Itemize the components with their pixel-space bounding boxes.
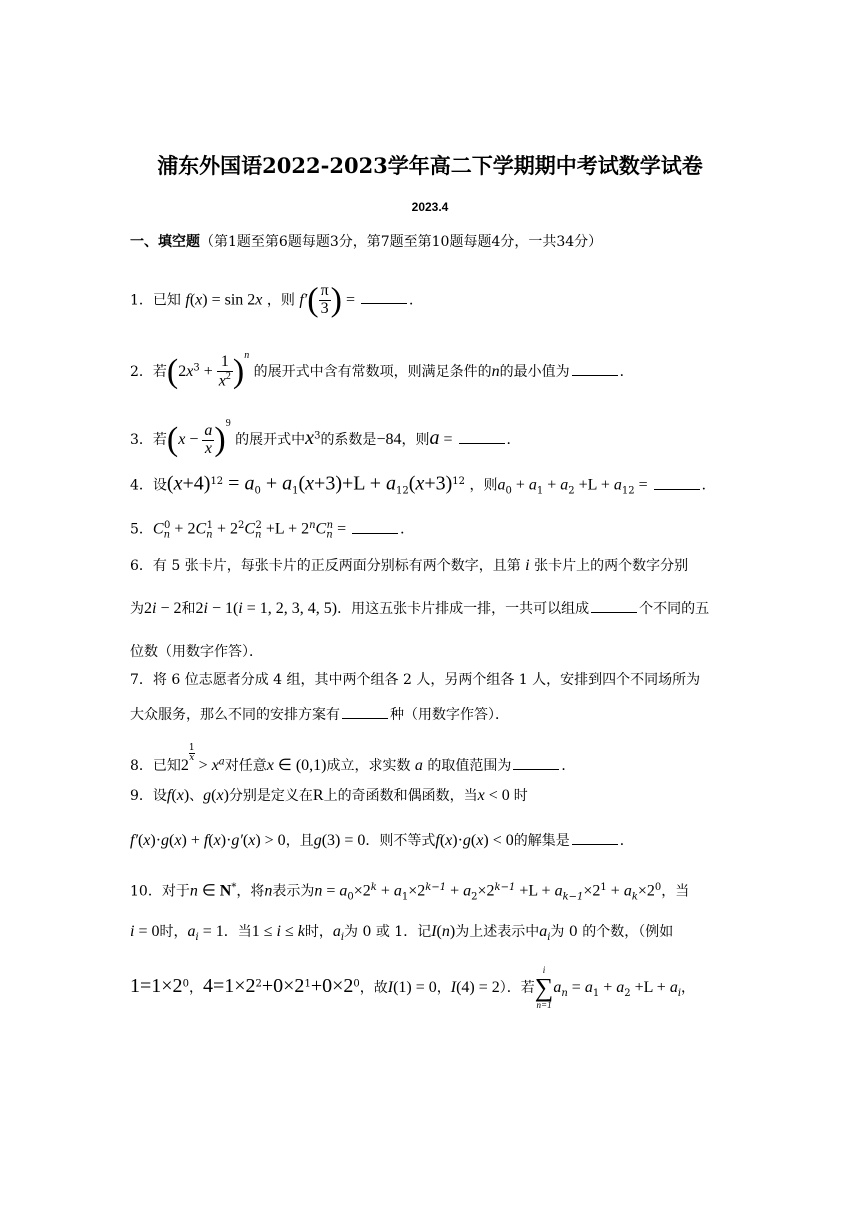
section-note: （第1题至第6题每题3分，第7题至第10题每题4分，一共34分） xyxy=(200,234,603,250)
summation-symbol: i ∑ n=1 xyxy=(534,965,554,1010)
q1-text: ，则 xyxy=(266,292,295,309)
q2-text2: 的最小值为 xyxy=(499,364,570,380)
q5-label: 5． xyxy=(130,521,153,538)
q1-formula-b: f′ xyxy=(299,291,308,309)
question-4: 4．设$(x+4)^{12} = a_0 + a_1(x+3)+L + a_{12}(x+3)^{12}$ ，则$a_0 + a_1 + a_2 +L + a_{12}$ = ． xyxy=(130,472,716,497)
page-title: 浦东外国语2022-2023学年高二下学期期中考试数学试卷 xyxy=(157,153,703,178)
section-title: 一、填空题 xyxy=(130,234,200,250)
question-6-line-1 xyxy=(130,556,688,576)
section-heading xyxy=(130,232,602,252)
q10-text-2d: 为 0 或 1．记 xyxy=(344,924,432,940)
q10-text-3a: ，故 xyxy=(359,980,388,996)
q6-text-1: 6．有 5 张卡片，每张卡片的正反两面分别标有两个数字，且第 xyxy=(130,558,521,574)
q6-text-2a: 为 xyxy=(130,601,144,617)
q10-text-2f: 为 0 的个数，（例如 xyxy=(550,924,674,940)
question-1: 1．已知 f(x) = sin 2x ，则 f′( $\frac{\pi}{3}$ ) = ． xyxy=(130,281,424,319)
q8-text3: 的取值范围为 xyxy=(427,758,512,774)
q3-text: 的展开式中 xyxy=(235,432,306,448)
q6-text-2b: 和 xyxy=(181,601,196,617)
q1-formula-a: f xyxy=(185,291,190,309)
q6-answer-blank[interactable] xyxy=(591,598,637,613)
q6-text-1b: 张卡片上的两个数字分别 xyxy=(534,558,689,574)
q4-text: ，则 xyxy=(469,477,498,494)
q3-coefficient: −84 xyxy=(376,431,402,448)
q9-text-2c: 的解集是 xyxy=(513,833,570,849)
q6-text-2c: ．用这五张卡片排成一排，一共可以组成 xyxy=(337,601,590,617)
question-2: 2．若($2x^3$ + $\frac{1}{x^2}$ )$^n$ 的展开式中含有常数项，则满足条件的n的最小值为 ． xyxy=(130,350,634,390)
q10-text-2c: 时， xyxy=(304,924,333,940)
q10-text-1d: ，当 xyxy=(661,883,690,900)
q9-real-set: R xyxy=(312,787,324,804)
q9-answer-blank[interactable] xyxy=(572,830,618,845)
q9-text-2a: ，且 xyxy=(285,833,314,849)
question-10-line-1: 10．对于n ∈ N*，将n表示为$n = a_0\times 2^k + a_1\times 2^{k-1} + a_2\times 2^{k-1} +L + a_{k-1}\times 2^1 + a_k\times 2^0$，当 xyxy=(130,882,690,903)
q7-text-1: 7．将 6 位志愿者分成 4 组，其中两个组各 2 人，另两个组各 1 人，安排到四个不同场所为 xyxy=(130,672,701,688)
q8-answer-blank[interactable] xyxy=(513,755,559,770)
q10-text-2e: 为上述表示中 xyxy=(455,924,540,940)
q8-text: 对任意 xyxy=(224,758,267,774)
q8-text2: 成立，求实数 xyxy=(326,758,411,774)
q6-i: i xyxy=(525,557,530,574)
q2-label: 2．若 xyxy=(130,364,167,380)
q3-label: 3．若 xyxy=(130,432,167,448)
q2-n: n xyxy=(491,363,500,380)
question-6-line-2: 为2i − 2和2i − 1(i = 1, 2, 3, 4, 5)．用这五张卡片排成一排，一共可以组成 个不同的五 xyxy=(130,600,710,617)
exam-date: 2023.4 xyxy=(411,200,449,214)
q9-text-1d: 时 xyxy=(513,788,528,804)
q9-separator: 、 xyxy=(189,788,204,804)
q3-fraction: $\frac{a}{x}$ xyxy=(204,421,213,457)
q10-text-3c: ）．若 xyxy=(499,980,535,996)
q10-text-1a: 10．对于 xyxy=(130,883,190,900)
q2-text: 的展开式中含有常数项，则满足条件的 xyxy=(253,364,492,380)
q9-text-1a: 9．设 xyxy=(130,788,167,804)
q5-end: ． xyxy=(400,521,415,538)
q9-end: ． xyxy=(619,833,634,849)
q3-text3: ，则 xyxy=(401,432,430,448)
question-7-line-1 xyxy=(130,670,700,690)
question-5: 5．$C_n^0 + 2C_n^1 + 2^2C_n^2 +L + 2^nC_n^n$ = ． xyxy=(130,520,415,541)
question-7-line-2 xyxy=(130,704,509,725)
q1-label: 1．已知 xyxy=(130,292,181,309)
q9-text-2b: ．则不等式 xyxy=(365,833,436,849)
question-3: 3．若(x − $\frac{a}{x}$ )$^9$ 的展开式中$x^3$的系数是−84，则a = ． xyxy=(130,418,521,458)
q7-text-2b: 种（用数字作答）． xyxy=(390,707,509,723)
q1-answer-blank[interactable] xyxy=(361,289,407,304)
q1-fraction: $\frac{\pi}{3}$ xyxy=(320,282,329,317)
q4-answer-blank[interactable] xyxy=(654,475,700,490)
question-6-line-3 xyxy=(130,642,263,662)
q8-end: ． xyxy=(561,758,576,774)
q1-end: ． xyxy=(409,292,424,309)
q3-end: ． xyxy=(506,432,521,448)
q10-text-2b: ．当 xyxy=(223,924,252,940)
q2-fraction: $\frac{1}{x^2}$ xyxy=(218,353,231,390)
q9-text-1b: 分别是定义在 xyxy=(228,788,313,804)
question-9-line-2: f′(x)·g(x) + f(x)·g′(x) > 0，且g(3) = 0．则不等式f(x)·g(x) < 0的解集是 ． xyxy=(130,832,634,849)
q3-text2: 的系数是 xyxy=(320,432,377,448)
q3-a: a xyxy=(429,427,440,449)
question-10-line-3: $1=1\times 2^0$，$4=1\times 2^2+0\times 2^1+0\times 2^0$，故I(1) = 0，I(4) = 2）．若 i ∑ n=1 $a_n = a_1 + a_2 +L + a_i$， xyxy=(130,965,696,1010)
question-9-line-1: 9．设f(x)、g(x)分别是定义在R上的奇函数和偶函数，当x < 0 时 xyxy=(130,787,528,804)
q10-n: n xyxy=(264,882,273,900)
q9-text-1c: 上的奇函数和偶函数，当 xyxy=(323,788,478,804)
q2-end: ． xyxy=(619,364,634,380)
q7-answer-blank[interactable] xyxy=(342,704,388,719)
q4-end: ． xyxy=(701,477,716,494)
q6-text-2d: 个不同的五 xyxy=(639,601,710,617)
q8-a: a xyxy=(414,757,423,774)
q10-text-2a: 时， xyxy=(159,924,188,940)
q10-text-3b: ， xyxy=(436,980,451,996)
q2-answer-blank[interactable] xyxy=(572,361,618,376)
q10-text-1b: ，将 xyxy=(236,883,265,900)
q8-label: 8．已知 xyxy=(130,758,181,774)
q3-answer-blank[interactable] xyxy=(459,429,505,444)
question-10-line-2: i = 0时，$a_i = 1$．当1 ≤ i ≤ k时，$a_i$为 0 或 1．记I(n)为上述表示中$a_i$为 0 的个数，（例如 xyxy=(130,923,674,943)
q4-label: 4．设 xyxy=(130,477,167,494)
q6-text-3: 位数（用数字作答）． xyxy=(130,644,263,660)
q7-text-2a: 大众服务，那么不同的安排方案有 xyxy=(130,707,340,723)
question-8: 8．已知2 $^{\frac{1}{x}}$ > $x^a$对任意x ∈ (0,1)成立，求实数 a 的取值范围为 ． xyxy=(130,743,576,774)
q5-answer-blank[interactable] xyxy=(352,519,398,534)
q10-end: ， xyxy=(681,980,696,996)
q10-text-1c: 表示为 xyxy=(272,883,315,900)
